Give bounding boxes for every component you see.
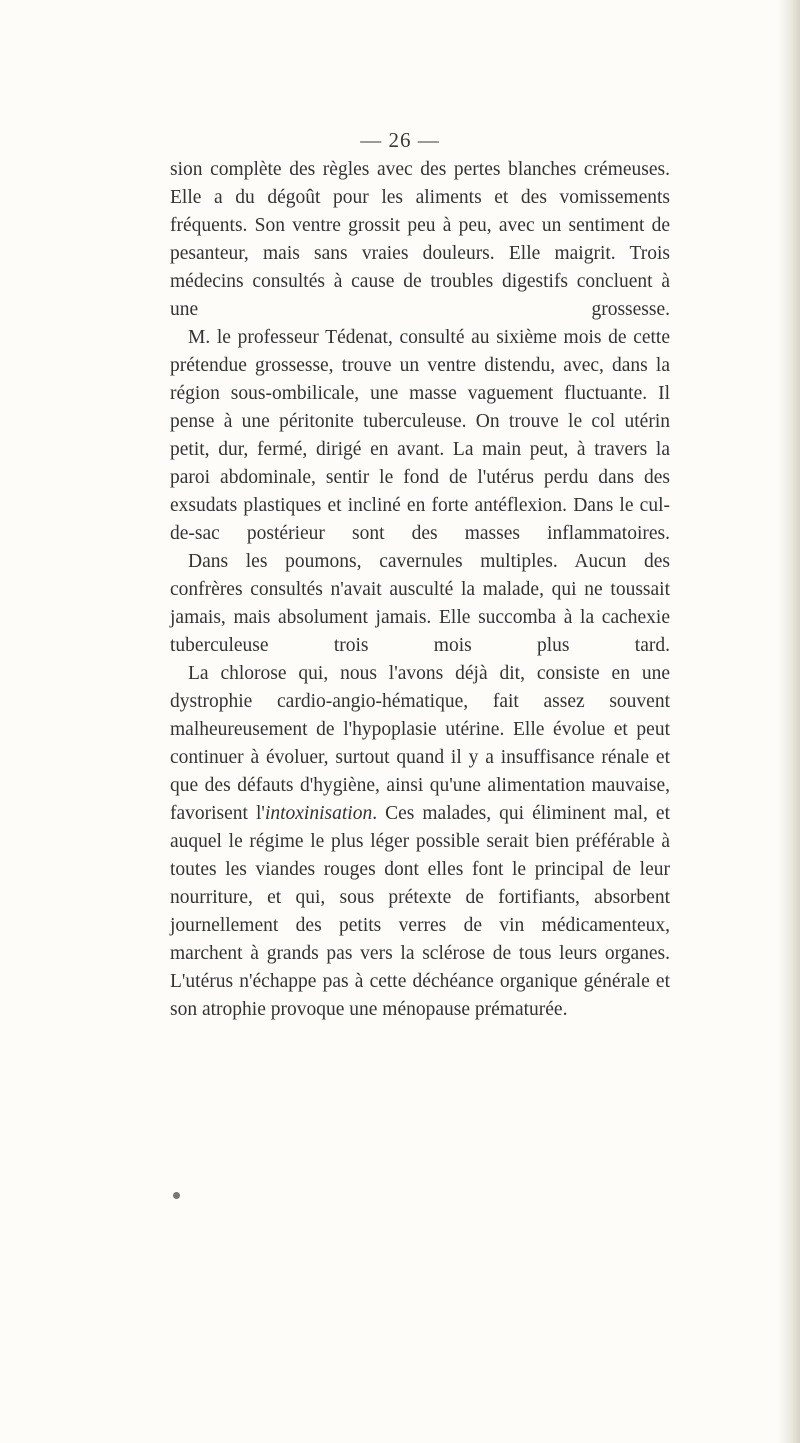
paragraph-chlorose-text-end: . Ces malades, qui éliminent mal, et auquel le régime le plus léger possible serait bien préférable à toutes les viandes rouges dont elles font le principal de leur nourriture, et qui, sous prétexte de fortifiants, absorbent journellement des petits verres de vin médicamenteux, marchent à grands pas vers la sclérose de tous leurs organes. L'utérus n'échappe pas à cette déchéance organique générale et son atrophie provoque une ménopause prématurée. xyxy=(170,803,670,1020)
ink-spot-mark xyxy=(173,1192,180,1199)
paragraph-tedenat-exam: M. le professeur Tédenat, consulté au sixième mois de cette prétendue grossesse, trouve un ventre distendu, avec, dans la région sous-ombilicale, une masse vaguement fluctuante. Il pense à une péritonite tuberculeuse. On trouve le col utérin petit, dur, fermé, dirigé en avant. La main peut, à travers la paroi abdominale, sentir le fond de l'utérus perdu dans des exsudats plastiques et incliné en forte antéflexion. Dans le cul-de-sac postérieur sont des masses inflammatoires. xyxy=(170,327,670,544)
page-edge-shadow xyxy=(778,0,800,1443)
paragraph-continuation: sion complète des règles avec des pertes blanches crémeuses. Elle a du dégoût pour les aliments et des vomissements fréquents. Son ventre grossit peu à peu, avec un sentiment de pesanteur, mais sans vraies douleurs. Elle maigrit. Trois médecins consultés à cause de troubles digestifs concluent à une grossesse. xyxy=(170,159,670,320)
paragraph-chlorose-text-start: La chlorose qui, nous l'avons déjà dit, consiste en une dystrophie cardio-angio-hématique, fait assez souvent malheureusement de l'hypoplasie utérine. Elle évolue et peut continuer à évoluer, surtout quand il y a insuffisance rénale et que des défauts d'hygiène, ainsi qu'une alimentation mauvaise, favorisent l' xyxy=(170,663,670,824)
body-text xyxy=(170,156,670,1024)
paragraph-lungs: Dans les poumons, cavernules multiples. Aucun des confrères consultés n'avait ausculté la malade, qui ne toussait jamais, mais absolument jamais. Elle succomba à la cachexie tuberculeuse trois mois plus tard. xyxy=(170,551,670,656)
italic-term: intoxinisation xyxy=(264,803,373,824)
paragraph-chlorose xyxy=(170,660,670,1024)
page-number: — 26 — xyxy=(360,128,440,152)
